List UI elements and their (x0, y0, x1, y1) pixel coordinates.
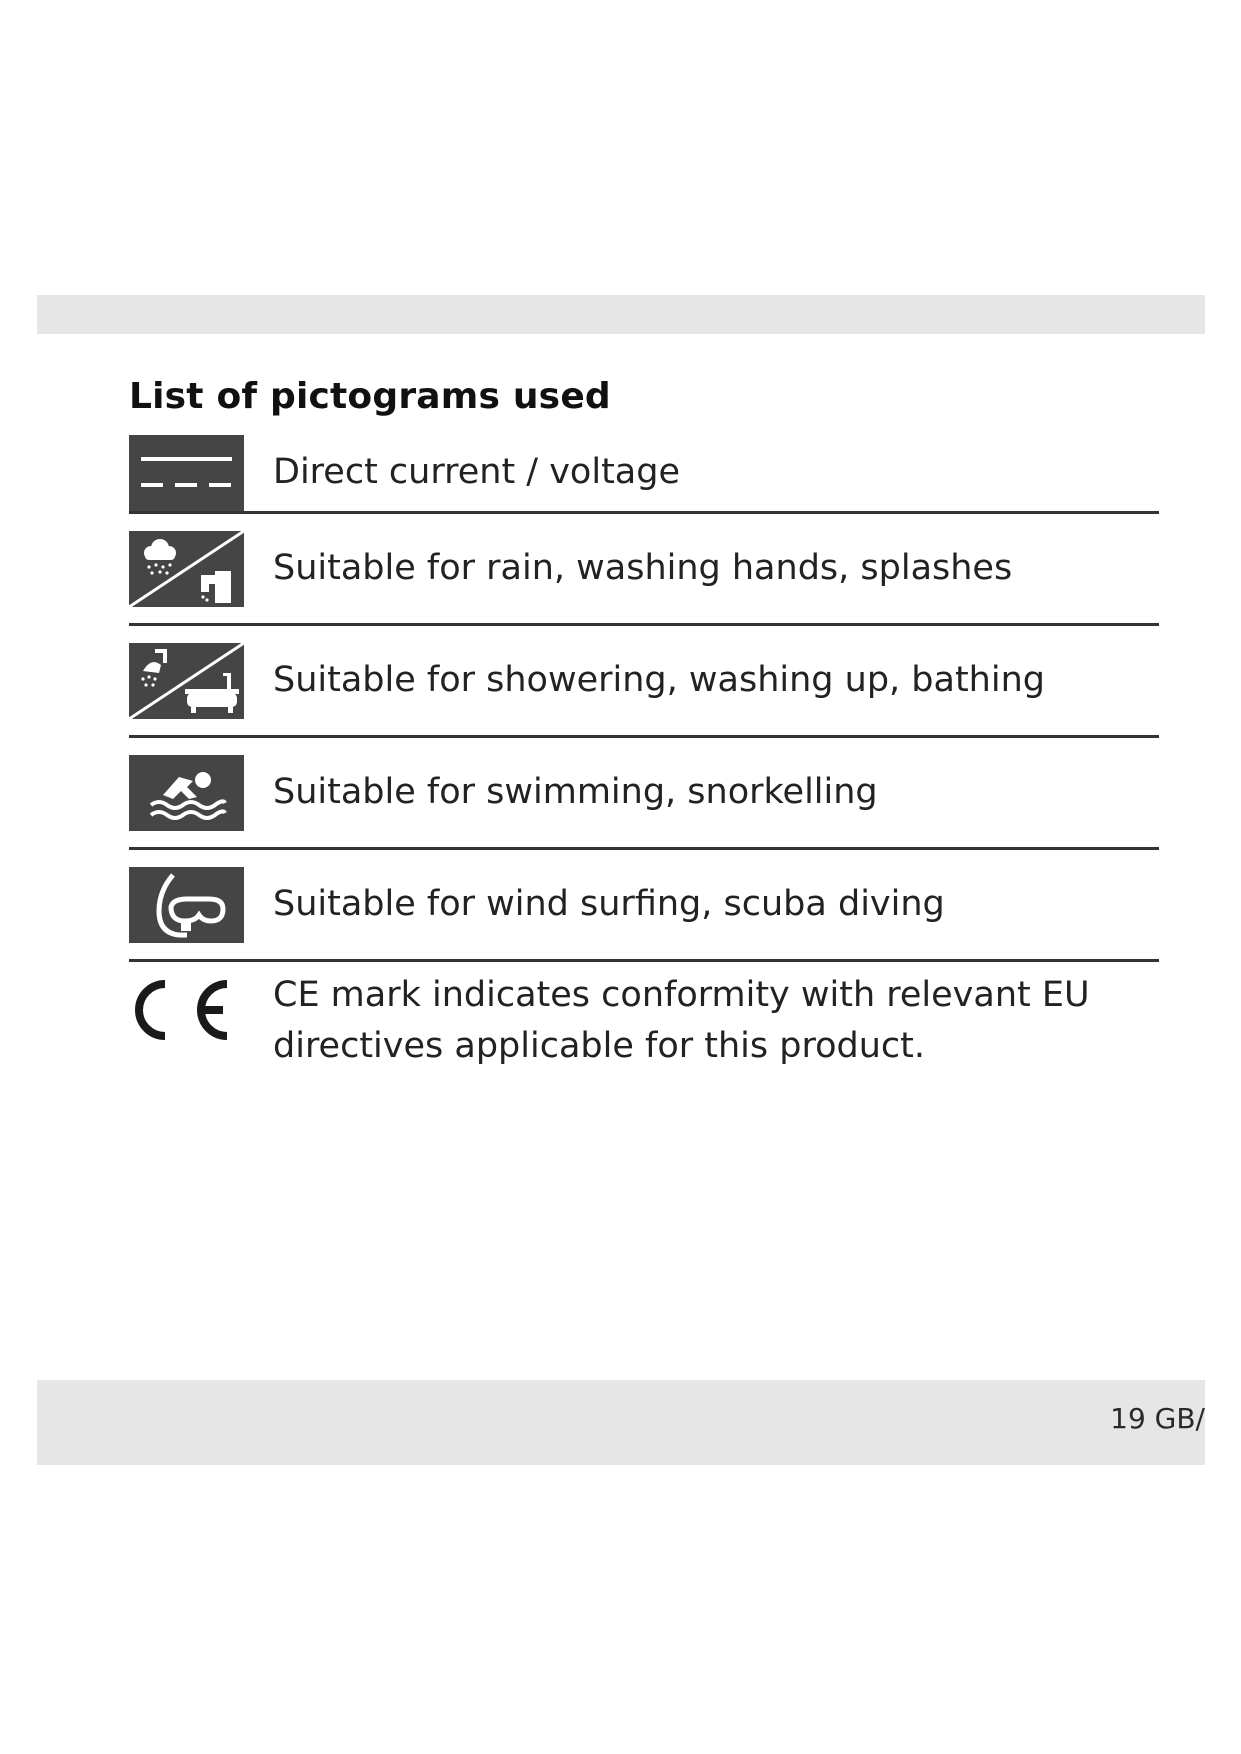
footer-band (37, 1380, 1205, 1465)
swimming-icon (129, 755, 244, 831)
pictogram-row-swimming (129, 738, 1159, 850)
ce-text-line-1: CE mark indicates conformity with relevant EU (273, 975, 1090, 1015)
pictogram-label-ce (273, 970, 1090, 1072)
pictogram-list (129, 434, 1159, 1078)
pictogram-row-ce-mark (129, 962, 1159, 1078)
pictogram-label: Suitable for swimming, snorkelling (273, 772, 878, 812)
pictogram-label: Suitable for wind surfing, scuba diving (273, 884, 945, 924)
pictogram-label: Suitable for rain, washing hands, splashes (273, 548, 1013, 588)
pictogram-row-direct-current (129, 434, 1159, 514)
ce-text-line-2: directives applicable for this product. (273, 1026, 925, 1066)
pictogram-row-diving (129, 850, 1159, 962)
pictogram-row-rain (129, 514, 1159, 626)
pictogram-section (129, 370, 1159, 1078)
rain-splash-icon (129, 531, 244, 607)
shower-bath-icon (129, 643, 244, 719)
snorkel-mask-icon (129, 867, 244, 943)
page-number: 19 GB/ (1110, 1402, 1205, 1435)
section-title: List of pictograms used (129, 376, 611, 417)
header-band (37, 295, 1205, 334)
pictogram-label: Direct current / voltage (273, 452, 680, 492)
pictogram-label: Suitable for showering, washing up, bathing (273, 660, 1045, 700)
pictogram-row-shower (129, 626, 1159, 738)
ce-mark-icon (129, 970, 244, 1050)
direct-current-icon (129, 435, 244, 511)
